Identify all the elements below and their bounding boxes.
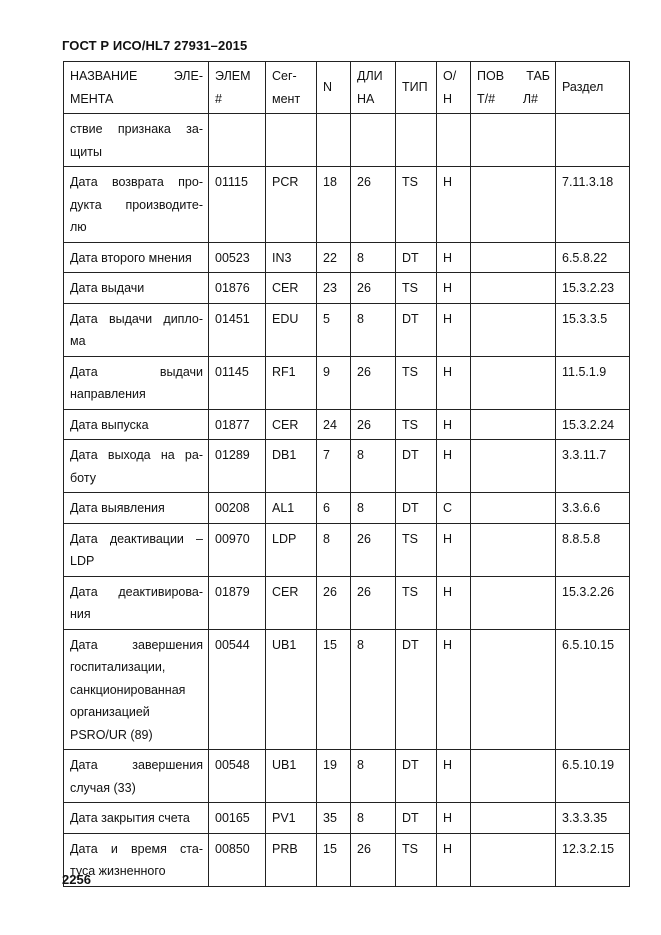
- cell-segment: UB1: [266, 750, 317, 803]
- element-name-line: Дата деактивации –: [70, 531, 203, 546]
- table-row: [64, 523, 630, 576]
- cell-elem: 00970: [209, 523, 266, 576]
- cell-element-name: [64, 409, 209, 440]
- table-body: [64, 114, 630, 887]
- cell-section: 11.5.1.9: [556, 356, 630, 409]
- cell-length: 8: [351, 803, 396, 834]
- col-header-name: НАЗВАНИЕ ЭЛЕ- МЕНТА: [64, 62, 209, 114]
- cell-length: 26: [351, 523, 396, 576]
- cell-repeat-table: [471, 523, 556, 576]
- cell-elem: 01877: [209, 409, 266, 440]
- table-row: [64, 242, 630, 273]
- cell-segment: RF1: [266, 356, 317, 409]
- col-header-segment: Сег- мент: [266, 62, 317, 114]
- element-name-line: организацией: [70, 705, 150, 719]
- cell-elem: 01876: [209, 273, 266, 304]
- cell-length: 26: [351, 576, 396, 629]
- element-name-line: ствие признака за-: [70, 122, 203, 136]
- cell-optionality: Н: [437, 440, 471, 493]
- cell-repeat-table: [471, 803, 556, 834]
- page-number: 2256: [62, 872, 91, 887]
- cell-n: 6: [317, 493, 351, 524]
- cell-type: TS: [396, 273, 437, 304]
- col-header-type: ТИП: [396, 62, 437, 114]
- cell-repeat-table: [471, 409, 556, 440]
- cell-elem: 00548: [209, 750, 266, 803]
- cell-elem: 00208: [209, 493, 266, 524]
- cell-segment: CER: [266, 273, 317, 304]
- cell-length: [351, 114, 396, 167]
- element-name-line: Дата завершения: [70, 758, 203, 772]
- cell-length: 26: [351, 409, 396, 440]
- document-title: ГОСТ Р ИСО/HL7 27931–2015: [62, 38, 248, 53]
- cell-segment: EDU: [266, 303, 317, 356]
- cell-length: 8: [351, 440, 396, 493]
- col-header-n: N: [317, 62, 351, 114]
- cell-optionality: Н: [437, 833, 471, 886]
- cell-type: DT: [396, 440, 437, 493]
- cell-type: DT: [396, 493, 437, 524]
- cell-type: TS: [396, 833, 437, 886]
- table-row: [64, 440, 630, 493]
- cell-type: DT: [396, 803, 437, 834]
- cell-repeat-table: [471, 833, 556, 886]
- element-name-line: Дата выхода на ра-: [70, 448, 203, 462]
- cell-section: 15.3.2.24: [556, 409, 630, 440]
- cell-segment: PRB: [266, 833, 317, 886]
- cell-n: 35: [317, 803, 351, 834]
- cell-section: 6.5.8.22: [556, 242, 630, 273]
- col-header-section: Раздел: [556, 62, 630, 114]
- element-name-line: Дата выдачи дипло-: [70, 311, 203, 326]
- cell-segment: [266, 114, 317, 167]
- cell-segment: PV1: [266, 803, 317, 834]
- cell-type: TS: [396, 356, 437, 409]
- cell-elem: 01879: [209, 576, 266, 629]
- element-name-line: лю: [70, 220, 87, 234]
- cell-element-name: [64, 167, 209, 243]
- cell-repeat-table: [471, 167, 556, 243]
- element-name-line: Дата возврата про-: [70, 175, 203, 189]
- cell-type: [396, 114, 437, 167]
- cell-length: 8: [351, 493, 396, 524]
- cell-type: DT: [396, 303, 437, 356]
- element-name-line: туса жизненного: [70, 864, 166, 878]
- cell-length: 8: [351, 303, 396, 356]
- cell-elem: 01115: [209, 167, 266, 243]
- cell-section: 3.3.11.7: [556, 440, 630, 493]
- cell-elem: 01145: [209, 356, 266, 409]
- cell-optionality: Н: [437, 803, 471, 834]
- cell-type: DT: [396, 242, 437, 273]
- cell-type: TS: [396, 523, 437, 576]
- cell-section: 3.3.3.35: [556, 803, 630, 834]
- cell-section: 12.3.2.15: [556, 833, 630, 886]
- cell-n: 22: [317, 242, 351, 273]
- cell-section: 6.5.10.15: [556, 629, 630, 750]
- cell-n: 8: [317, 523, 351, 576]
- element-name-line: санкционированная: [70, 682, 186, 697]
- cell-segment: CER: [266, 409, 317, 440]
- cell-n: [317, 114, 351, 167]
- element-name-line: Дата выпуска: [70, 417, 149, 432]
- element-name-line: Дата закрытия счета: [70, 811, 190, 825]
- cell-n: 9: [317, 356, 351, 409]
- element-name-line: ма: [70, 334, 86, 348]
- col-header-length: ДЛИ НА: [351, 62, 396, 114]
- cell-elem: 00165: [209, 803, 266, 834]
- cell-elem: 01451: [209, 303, 266, 356]
- table-row: [64, 409, 630, 440]
- element-name-line: PSRO/UR (89): [70, 727, 153, 742]
- cell-repeat-table: [471, 303, 556, 356]
- element-name-line: направления: [70, 387, 146, 401]
- element-name-line: госпитализации,: [70, 660, 166, 674]
- cell-repeat-table: [471, 750, 556, 803]
- cell-section: 3.3.6.6: [556, 493, 630, 524]
- table-row: [64, 356, 630, 409]
- cell-repeat-table: [471, 440, 556, 493]
- cell-optionality: Н: [437, 523, 471, 576]
- cell-section: 15.3.2.26: [556, 576, 630, 629]
- cell-n: 18: [317, 167, 351, 243]
- cell-section: 15.3.3.5: [556, 303, 630, 356]
- cell-length: 26: [351, 167, 396, 243]
- cell-element-name: [64, 576, 209, 629]
- element-name-line: Дата выявления: [70, 501, 165, 515]
- cell-segment: DB1: [266, 440, 317, 493]
- cell-type: DT: [396, 750, 437, 803]
- element-name-line: Дата выдачи: [70, 281, 145, 295]
- cell-section: 15.3.2.23: [556, 273, 630, 304]
- cell-segment: CER: [266, 576, 317, 629]
- element-name-line: Дата и время ста-: [70, 841, 203, 856]
- cell-n: 7: [317, 440, 351, 493]
- cell-repeat-table: [471, 273, 556, 304]
- cell-n: 23: [317, 273, 351, 304]
- cell-n: 15: [317, 629, 351, 750]
- cell-type: DT: [396, 629, 437, 750]
- cell-optionality: Н: [437, 356, 471, 409]
- cell-length: 26: [351, 273, 396, 304]
- cell-length: 26: [351, 356, 396, 409]
- col-header-optionality: О/Н: [437, 62, 471, 114]
- cell-element-name: [64, 356, 209, 409]
- cell-n: 15: [317, 833, 351, 886]
- cell-optionality: С: [437, 493, 471, 524]
- cell-element-name: [64, 303, 209, 356]
- cell-type: TS: [396, 167, 437, 243]
- element-name-line: LDP: [70, 554, 95, 568]
- table-row: [64, 114, 630, 167]
- cell-element-name: [64, 242, 209, 273]
- cell-length: 8: [351, 629, 396, 750]
- cell-length: 8: [351, 242, 396, 273]
- cell-length: 8: [351, 750, 396, 803]
- cell-repeat-table: [471, 356, 556, 409]
- cell-element-name: [64, 803, 209, 834]
- cell-segment: IN3: [266, 242, 317, 273]
- elements-table: [63, 61, 630, 887]
- cell-optionality: Н: [437, 242, 471, 273]
- cell-optionality: Н: [437, 629, 471, 750]
- table-row: [64, 803, 630, 834]
- cell-repeat-table: [471, 114, 556, 167]
- col-header-elem: ЭЛЕМ #: [209, 62, 266, 114]
- table-header-row: [64, 62, 630, 114]
- col-header-repeat-table: ПОВ ТАБ Т/# Л#: [471, 62, 556, 114]
- element-name-line: боту: [70, 470, 96, 485]
- element-name-line: Дата завершения: [70, 637, 203, 652]
- cell-type: TS: [396, 409, 437, 440]
- cell-optionality: [437, 114, 471, 167]
- element-name-line: Дата второго мнения: [70, 250, 192, 265]
- cell-section: [556, 114, 630, 167]
- cell-repeat-table: [471, 242, 556, 273]
- cell-optionality: Н: [437, 409, 471, 440]
- cell-n: 24: [317, 409, 351, 440]
- cell-section: 6.5.10.19: [556, 750, 630, 803]
- element-name-line: ния: [70, 607, 91, 621]
- table-row: [64, 493, 630, 524]
- cell-elem: 00523: [209, 242, 266, 273]
- table-row: [64, 273, 630, 304]
- cell-segment: LDP: [266, 523, 317, 576]
- cell-elem: 00850: [209, 833, 266, 886]
- cell-optionality: Н: [437, 167, 471, 243]
- table-row: [64, 629, 630, 750]
- element-name-line: Дата выдачи: [70, 364, 203, 379]
- element-name-line: случая (33): [70, 780, 136, 795]
- table-row: [64, 167, 630, 243]
- cell-element-name: [64, 523, 209, 576]
- cell-repeat-table: [471, 629, 556, 750]
- cell-n: 19: [317, 750, 351, 803]
- cell-n: 26: [317, 576, 351, 629]
- cell-segment: AL1: [266, 493, 317, 524]
- cell-element-name: [64, 440, 209, 493]
- element-name-line: дукта производите-: [70, 197, 203, 212]
- cell-segment: UB1: [266, 629, 317, 750]
- cell-element-name: [64, 493, 209, 524]
- cell-element-name: [64, 629, 209, 750]
- table-row: [64, 833, 630, 886]
- cell-element-name: [64, 114, 209, 167]
- cell-section: 7.11.3.18: [556, 167, 630, 243]
- cell-length: 26: [351, 833, 396, 886]
- table-row: [64, 576, 630, 629]
- cell-elem: [209, 114, 266, 167]
- cell-repeat-table: [471, 576, 556, 629]
- cell-elem: 00544: [209, 629, 266, 750]
- cell-n: 5: [317, 303, 351, 356]
- element-name-line: щиты: [70, 144, 102, 159]
- cell-segment: PCR: [266, 167, 317, 243]
- cell-element-name: [64, 273, 209, 304]
- cell-optionality: Н: [437, 750, 471, 803]
- element-name-line: Дата деактивирова-: [70, 584, 203, 599]
- cell-element-name: [64, 750, 209, 803]
- table-row: [64, 750, 630, 803]
- cell-section: 8.8.5.8: [556, 523, 630, 576]
- table-row: [64, 303, 630, 356]
- cell-type: TS: [396, 576, 437, 629]
- cell-optionality: Н: [437, 273, 471, 304]
- cell-elem: 01289: [209, 440, 266, 493]
- cell-optionality: Н: [437, 303, 471, 356]
- cell-repeat-table: [471, 493, 556, 524]
- cell-optionality: Н: [437, 576, 471, 629]
